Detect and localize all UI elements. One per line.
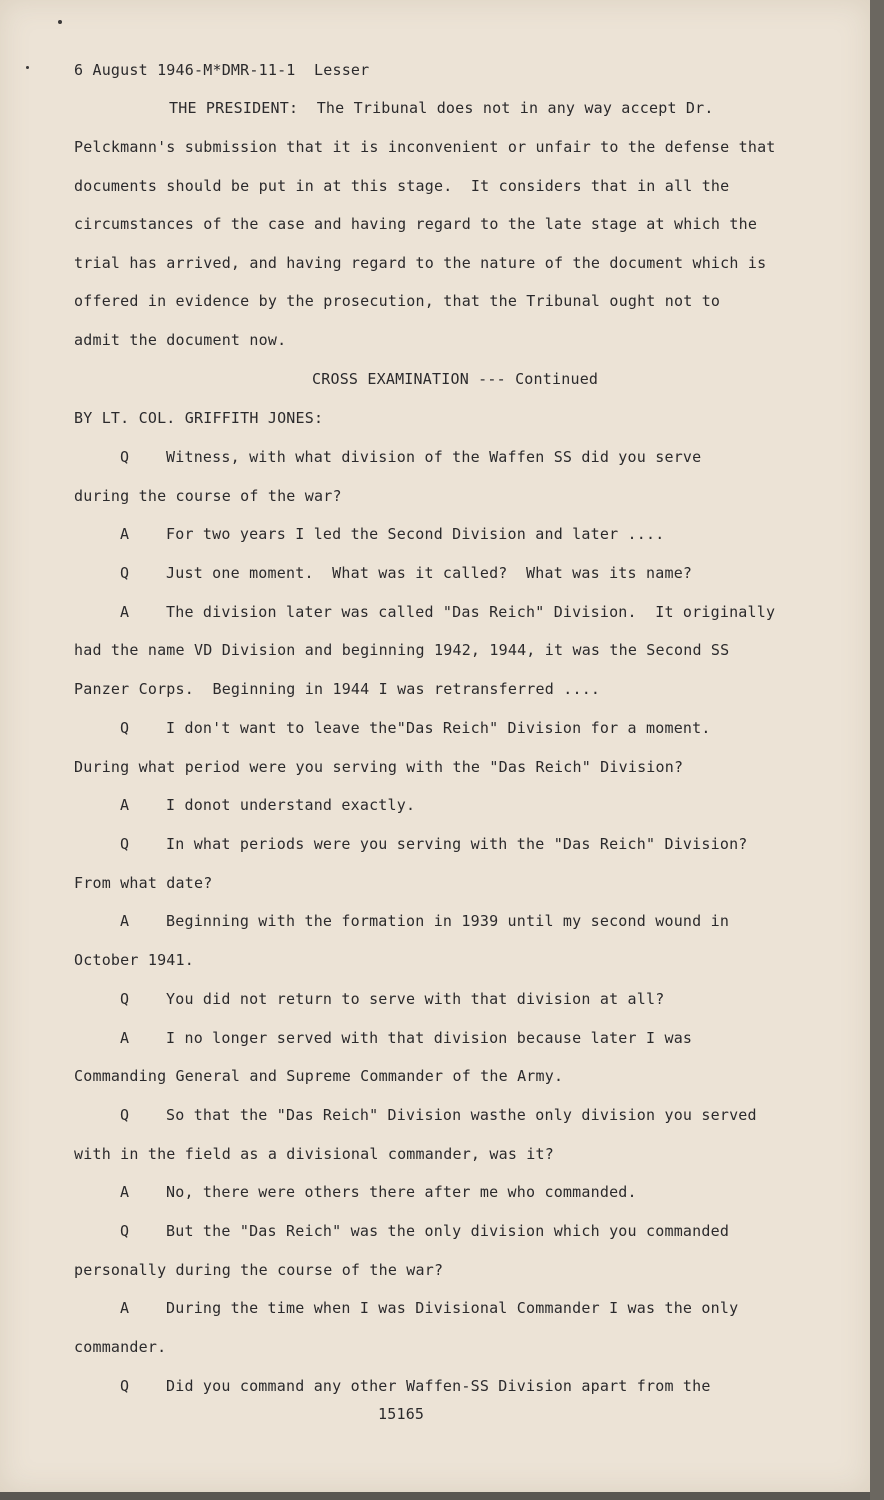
text-line: You did not return to serve with that division at all? — [166, 990, 665, 1008]
text-line: October 1941. — [74, 951, 194, 969]
speaker-label: Q — [120, 719, 130, 737]
qa-line — [120, 795, 415, 815]
qa-line — [120, 911, 729, 931]
text-line: During what period were you serving with the "Das Reich" Division? — [74, 758, 684, 776]
qa-line — [120, 1028, 692, 1048]
text-line: during the course of the war? — [74, 487, 342, 505]
speaker-label: Q — [120, 990, 130, 1008]
text-line: admit the document now. — [74, 331, 287, 349]
speaker-label: A — [120, 603, 130, 621]
qa-line — [120, 718, 711, 738]
text-line: offered in evidence by the prosecution, that the Tribunal ought not to — [74, 292, 721, 310]
text-line: During the time when I was Divisional Commander I was the only — [166, 1299, 739, 1317]
speaker-label: Q — [120, 1377, 130, 1395]
text-line: So that the "Das Reich" Division wasthe only division you served — [166, 1106, 757, 1124]
qa-line — [120, 1376, 711, 1396]
margin-mark — [26, 66, 29, 69]
speaker-label: A — [120, 1029, 130, 1047]
page-edge — [870, 0, 884, 1500]
speaker-label: Q — [120, 835, 130, 853]
qa-line — [120, 989, 664, 1009]
margin-mark — [58, 20, 62, 24]
text-line: commander. — [74, 1338, 167, 1356]
qa-line — [120, 447, 701, 467]
speaker-label: A — [120, 1299, 130, 1317]
text-line: I no longer served with that division because later I was — [166, 1029, 693, 1047]
text-line: I don't want to leave the"Das Reich" Division for a moment. — [166, 719, 711, 737]
text-line: THE PRESIDENT: The Tribunal does not in any way accept Dr. — [169, 99, 714, 117]
qa-line — [120, 524, 664, 544]
text-line: Witness, with what division of the Waffen SS did you serve — [166, 448, 702, 466]
qa-line — [120, 1105, 757, 1125]
qa-line — [120, 602, 775, 622]
text-line: Panzer Corps. Beginning in 1944 I was retransferred .... — [74, 680, 601, 698]
speaker-label: Q — [120, 448, 130, 466]
text-line: The division later was called "Das Reich" Division. It originally — [166, 603, 776, 621]
text-line: with in the field as a divisional commander, was it? — [74, 1145, 554, 1163]
page-number: 15165 — [378, 1405, 425, 1423]
document-header: 6 August 1946-M*DMR-11-1 Lesser — [74, 61, 370, 79]
text-line: Beginning with the formation in 1939 until my second wound in — [166, 912, 730, 930]
section-heading: CROSS EXAMINATION --- Continued — [312, 370, 599, 388]
speaker-label: Q — [120, 564, 130, 582]
text-line: Did you command any other Waffen-SS Division apart from the — [166, 1377, 711, 1395]
qa-line — [120, 1221, 729, 1241]
speaker-label: A — [120, 796, 130, 814]
text-line: In what periods were you serving with the "Das Reich" Division? — [166, 835, 748, 853]
speaker-label: A — [120, 525, 130, 543]
qa-line — [120, 1182, 637, 1202]
speaker-label: Q — [120, 1222, 130, 1240]
text-line: I donot understand exactly. — [166, 796, 416, 814]
text-line: personally during the course of the war? — [74, 1261, 444, 1279]
qa-line — [120, 1298, 738, 1318]
speaker-label: Q — [120, 1106, 130, 1124]
text-line: From what date? — [74, 874, 213, 892]
text-line: had the name VD Division and beginning 1942, 1944, it was the Second SS — [74, 641, 730, 659]
speaker-label: A — [120, 1183, 130, 1201]
text-line: No, there were others there after me who commanded. — [166, 1183, 637, 1201]
text-line: For two years I led the Second Division and later .... — [166, 525, 665, 543]
qa-line — [120, 563, 692, 583]
text-line: circumstances of the case and having regard to the late stage at which the — [74, 215, 758, 233]
text-line: But the "Das Reich" was the only division which you commanded — [166, 1222, 730, 1240]
text-line: Commanding General and Supreme Commander of the Army. — [74, 1067, 564, 1085]
examiner-line: BY LT. COL. GRIFFITH JONES: — [74, 409, 324, 427]
qa-line — [120, 834, 748, 854]
text-line: Just one moment. What was it called? What was its name? — [166, 564, 693, 582]
text-line: trial has arrived, and having regard to the nature of the document which is — [74, 254, 767, 272]
text-line: documents should be put in at this stage. It considers that in all the — [74, 177, 730, 195]
text-line: Pelckmann's submission that it is inconvenient or unfair to the defense that — [74, 138, 776, 156]
speaker-label: A — [120, 912, 130, 930]
